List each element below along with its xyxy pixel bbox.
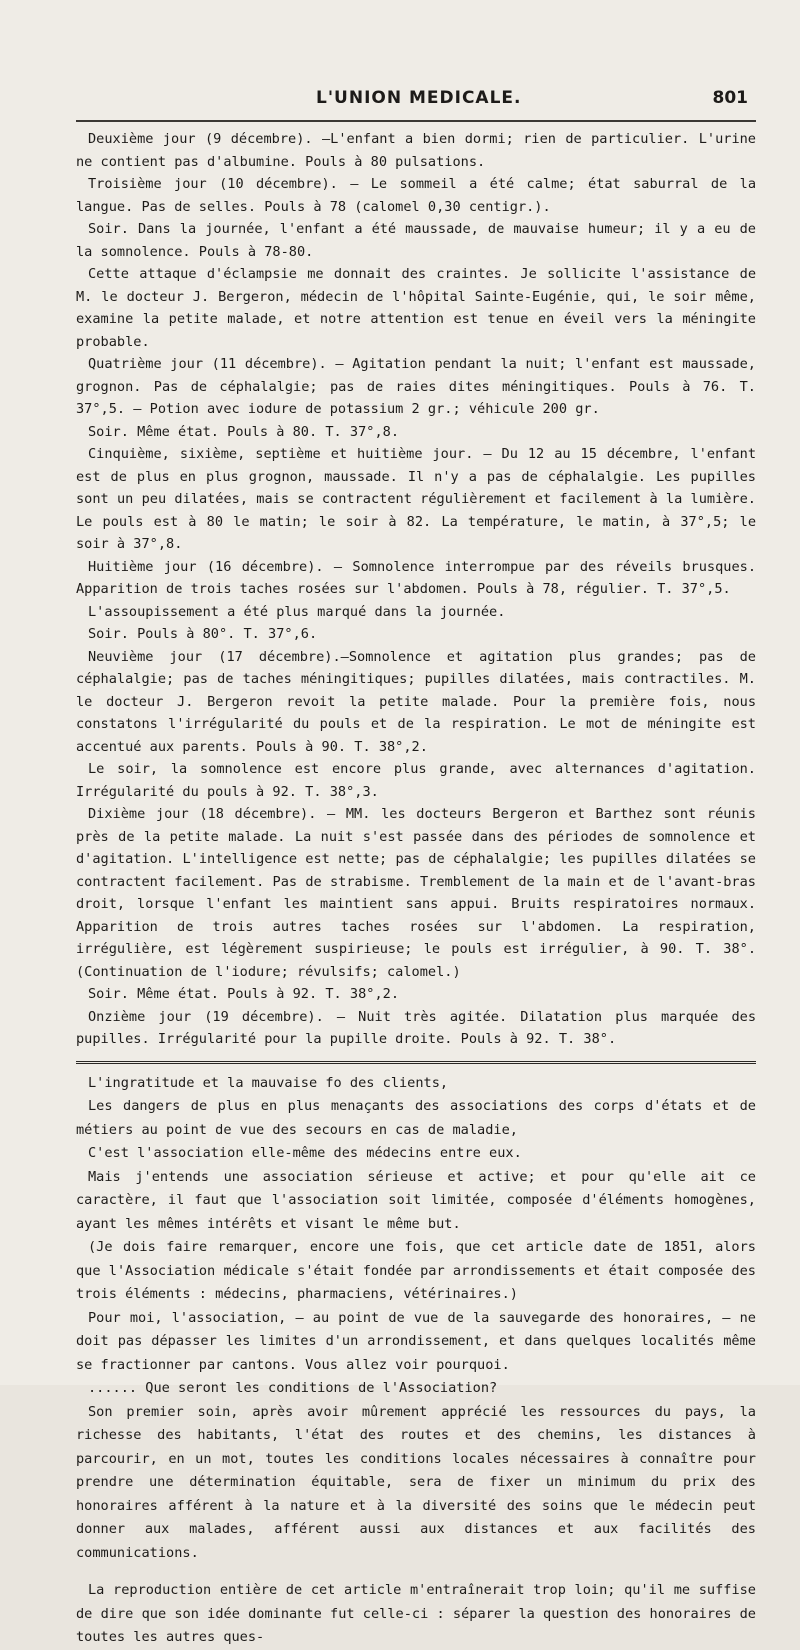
page-number: 801 — [712, 88, 748, 108]
paragraph: Quatrième jour (11 décembre). — Agitation pendant la nuit; l'enfant est maussade, grognon. Pas de céphalalgie; pas de raies dites méningitiques. Pouls à 76. T. 37°,5. — Potion avec iodure de potassium 2 gr.; véhicule 200 gr. — [76, 356, 756, 417]
paragraph: L'assoupissement a été plus marqué dans la journée. — [88, 603, 506, 620]
paragraph: Deuxième jour (9 décembre). —L'enfant a bien dormi; rien de particulier. L'urine ne contient pas d'albumine. Pouls à 80 pulsations. — [76, 131, 756, 170]
paragraph: C'est l'association elle-même des médecins entre eux. — [88, 1145, 522, 1161]
paragraph: Soir. Pouls à 80°. T. 37°,6. — [88, 626, 318, 642]
page-header — [76, 88, 756, 122]
paragraph: ...... Que seront les conditions de l'Association? — [88, 1380, 498, 1396]
closing-paragraph: La reproduction entière de cet article m'entraînerait trop loin; qu'il me suffise de dire que son idée dominante fut celle-ci : séparer la question des honoraires de toutes les autres ques- — [76, 1582, 756, 1645]
paragraph: Soir. Dans la journée, l'enfant a été maussade, de mauvaise humeur; il y a eu de la somnolence. Pouls à 78-80. — [76, 221, 756, 260]
paragraph: Cinquième, sixième, septième et huitième jour. — Du 12 au 15 décembre, l'enfant est de plus en plus grognon, maussade. Il n'y a pas de céphalalgie. Les pupilles sont un peu dilatées, mais se contractent régulièrement et facilement à la lumière. Le pouls est à 80 le matin; le soir à 82. La température, le matin, à 37°,5; le soir à 37°,8. — [76, 446, 756, 552]
paragraph: L'ingratitude et la mauvaise fo des clients, — [88, 1074, 449, 1091]
paragraph: Troisième jour (10 décembre). — Le sommeil a été calme; état saburral de la langue. Pas de selles. Pouls à 78 (calomel 0,30 centigr.). — [76, 176, 756, 215]
paragraph: Dixième jour (18 décembre). — MM. les docteurs Bergeron et Barthez sont réunis près de la petite malade. La nuit s'est passée dans des périodes de somnolence et d'agitation. L'intelligence est nette; pas de céphalalgie; les pupilles dilatées se contractent facilement. Pas de strabisme. Tremblement de la main et de l'avant-bras droit, lorsque l'enfant les maintient sans appui. Bruits respiratoires normaux. Apparition de trois autres taches rosées sur l'abdomen. La respiration, irrégulière, est légèrement suspirieuse; le pouls est irrégulier, à 90. T. 38°. (Continuation de l'iodure; révulsifs; calomel.) — [76, 806, 756, 980]
case-report-section — [76, 128, 756, 1051]
paragraph: Le soir, la somnolence est encore plus grande, avec alternances d'agitation. Irrégularité du pouls à 92. T. 38°,3. — [76, 761, 756, 800]
section-divider — [76, 1061, 756, 1064]
paragraph: Huitième jour (16 décembre). — Somnolence interrompue par des réveils brusques. Apparition de trois taches rosées sur l'abdomen. Pouls à 78, régulier. T. 37°,5. — [76, 558, 756, 597]
running-title: L'UNION MEDICALE. — [316, 88, 522, 108]
paragraph: Neuvième jour (17 décembre).—Somnolence et agitation plus grandes; pas de céphalalgie; pas de taches méningitiques; pupilles dilatées, mais contractiles. M. le docteur J. Bergeron revoit la petite malade. Pour la première fois, nous constatons l'irrégularité du pouls et de la respiration. Le mot de méningite est accentué aux parents. Pouls à 90. T. 38°,2. — [76, 648, 756, 755]
paragraph: Soir. Même état. Pouls à 80. T. 37°,8. — [88, 423, 399, 440]
paragraph: Les dangers de plus en plus menaçants des associations des corps d'états et de métiers au point de vue des secours en cas de maladie, — [76, 1098, 756, 1138]
paragraph: Mais j'entends une association sérieuse et active; et pour qu'elle ait ce caractère, il faut que l'association soit limitée, composée d'éléments homogènes, ayant les mêmes intérêts et visant le même but. — [76, 1168, 756, 1232]
paragraph: Onzième jour (19 décembre). — Nuit très agitée. Dilatation plus marquée des pupilles. Irrégularité pour la pupille droite. Pouls à 92. T. 38°. — [76, 1008, 756, 1047]
paragraph-gap — [76, 1565, 756, 1579]
paragraph: Son premier soin, après avoir mûrement apprécié les ressources du pays, la richesse des habitants, l'état des routes et des chemins, les distances à parcourir, en un mot, toutes les conditions locales nécessaires à connaître pour prendre une détermination équitable, sera de fixer un minimum du prix des honoraires afférent à la nature et à la diversité des soins que le médecin peut donner aux malades, afférent aussi aux distances et aux facilités des communications. — [76, 1403, 756, 1561]
paragraph: Soir. Même état. Pouls à 92. T. 38°,2. — [88, 986, 399, 1002]
association-article-section — [76, 1072, 756, 1650]
paragraph: Cette attaque d'éclampsie me donnait des craintes. Je sollicite l'assistance de M. le docteur J. Bergeron, médecin de l'hôpital Sainte-Eugénie, qui, le soir même, examine la petite malade, et notre attention est tenue en éveil vers la méningite probable. — [76, 266, 756, 350]
paragraph: Pour moi, l'association, — au point de vue de la sauvegarde des honoraires, — ne doit pas dépasser les limites d'un arrondissement, et dans quelques localités même se fractionner par cantons. Vous allez voir pourquoi. — [76, 1309, 756, 1373]
paragraph: (Je dois faire remarquer, encore une fois, que cet article date de 1851, alors que l'Association médicale s'était fondée par arrondissements et était composée des trois éléments : médecins, pharmaciens, vétérinaires.) — [76, 1239, 756, 1302]
